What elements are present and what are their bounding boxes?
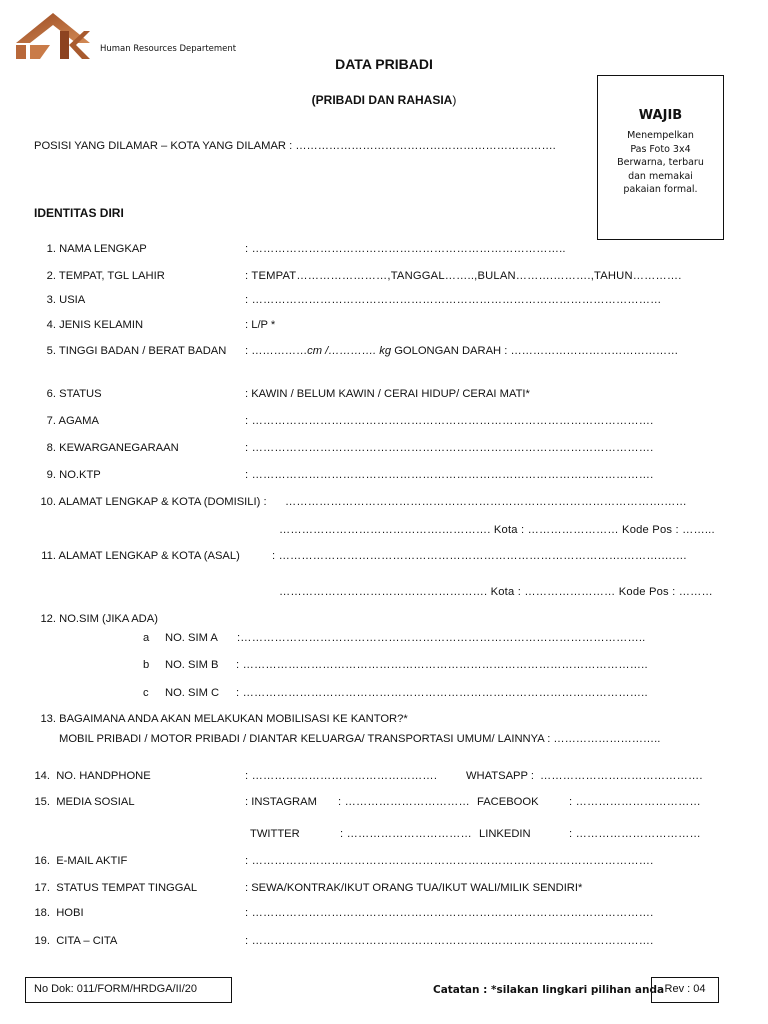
document-number: No Dok: 011/FORM/HRDGA/II/20 xyxy=(25,977,232,1003)
field-label: AGAMA xyxy=(58,415,99,427)
field-value-alamat-domisili-kota[interactable]: …………………………………….…………. Kota : …………………… Kode Pos : ……... xyxy=(279,524,715,536)
company-logo xyxy=(16,13,90,59)
field-row-tempat-tinggal xyxy=(34,882,197,894)
field-row-nama xyxy=(34,243,147,255)
field-value-facebook[interactable]: : …………………………… xyxy=(569,796,701,808)
field-value-tempat-tinggal[interactable]: : SEWA/KONTRAK/IKUT ORANG TUA/IKUT WALI/MILIK SENDIRI* xyxy=(245,882,583,894)
field-value-sim-b[interactable]: : …………………………………………………………………………………………….. xyxy=(236,659,648,671)
field-label: HOBI xyxy=(56,907,84,919)
footer-note: Catatan : *silakan lingkari pilihan anda xyxy=(433,984,665,996)
sim-c-label: NO. SIM C xyxy=(165,687,220,699)
field-value-alamat-domisili[interactable]: ……………………………………………………………………………………….…… xyxy=(285,496,687,508)
photo-box-heading: WAJIB xyxy=(638,108,683,123)
sim-a-label: NO. SIM A xyxy=(165,632,218,644)
field-value-mobilisasi[interactable]: MOBIL PRIBADI / MOTOR PRIBADI / DIANTAR KELUARGA/ TRANSPORTASI UMUM/ LAINNYA : ……………………….. xyxy=(59,733,661,745)
field-row-status xyxy=(34,388,102,400)
field-number: 1. xyxy=(46,243,56,255)
sim-b-label: NO. SIM B xyxy=(165,659,219,671)
field-number: 4. xyxy=(46,319,56,331)
field-row-alamat-asal xyxy=(34,550,240,562)
facebook-label: FACEBOOK xyxy=(477,796,539,808)
department-name: Human Resources Departement xyxy=(100,44,237,54)
field-row-cita-cita xyxy=(34,935,117,947)
field-number: 17. xyxy=(34,882,50,894)
field-value-tinggi-berat[interactable] xyxy=(245,345,678,357)
field-row-hobi xyxy=(34,907,84,919)
field-label: NAMA LENGKAP xyxy=(59,243,147,255)
field-value-instagram[interactable]: : …………………………… xyxy=(338,796,470,808)
field-label: ALAMAT LENGKAP & KOTA (DOMISILI) : xyxy=(58,496,267,508)
field-row-tinggi-berat xyxy=(34,345,226,357)
field-label: TINGGI BADAN / BERAT BADAN xyxy=(58,345,227,357)
field-row-alamat-domisili xyxy=(34,496,267,508)
linkedin-label: LINKEDIN xyxy=(479,828,531,840)
field-number: 13. xyxy=(40,713,56,725)
field-number: 3. xyxy=(46,294,56,306)
field-value-twitter[interactable]: : …………………………… xyxy=(340,828,472,840)
whatsapp-label: WHATSAPP : xyxy=(466,770,534,782)
field-number: 6. xyxy=(46,388,56,400)
field-label: NO.KTP xyxy=(59,469,101,481)
field-label: BAGAIMANA ANDA AKAN MELAKUKAN MOBILISASI KE KANTOR?* xyxy=(59,713,408,725)
field-row-ktp xyxy=(34,469,101,481)
photo-box-line: pakaian formal. xyxy=(623,184,698,195)
photo-box-line: Pas Foto 3x4 xyxy=(630,143,691,155)
field-value-hobi[interactable]: : ……………………………………………………………………………………………. xyxy=(245,907,654,919)
field-number: 9. xyxy=(46,469,56,481)
field-label: STATUS xyxy=(59,388,102,400)
field-value-nama[interactable]: : ……………………………………………………………………….. xyxy=(245,243,566,255)
field-number: 14. xyxy=(34,770,50,782)
subtitle-text: (PRIBADI DAN RAHASIA xyxy=(311,93,453,107)
field-number: 7. xyxy=(46,415,56,427)
kg-unit: kg xyxy=(376,345,392,357)
field-label: TEMPAT, TGL LAHIR xyxy=(58,270,165,282)
field-row-agama xyxy=(34,415,99,427)
field-value-ttl[interactable]: : TEMPAT……………………,TANGGAL……..,BULAN……….……….,TAHUN…………. xyxy=(245,270,682,282)
instagram-label: : INSTAGRAM xyxy=(245,796,317,808)
photo-box-line: Menempelkan xyxy=(627,130,694,141)
field-value-linkedin[interactable]: : …………………………… xyxy=(569,828,701,840)
section-title: IDENTITAS DIRI xyxy=(34,206,124,220)
field-row-email xyxy=(34,855,127,867)
field-label: USIA xyxy=(59,294,86,306)
posisi-field[interactable]: POSISI YANG DILAMAR – KOTA YANG DILAMAR : ……………………………………………………………. xyxy=(34,140,556,152)
field-number: 8. xyxy=(46,442,56,454)
field-label: KEWARGANEGARAAN xyxy=(59,442,179,454)
field-value-alamat-asal[interactable]: : ……………………………………………………………………………….……….….… xyxy=(272,550,688,562)
golongan-darah: GOLONGAN DARAH : ……………………………………… xyxy=(391,345,679,357)
sim-c-letter: c xyxy=(143,687,149,699)
photo-box-line: Berwarna, terbaru xyxy=(617,157,704,168)
field-number: 16. xyxy=(34,855,50,867)
field-number: 10. xyxy=(40,496,56,508)
field-value-status[interactable]: : KAWIN / BELUM KAWIN / CERAI HIDUP/ CERAI MATI* xyxy=(245,388,530,400)
sim-a-letter: a xyxy=(143,632,150,644)
field-value-alamat-asal-kota[interactable]: ………………………………………………. Kota : …………………… Kode Pos : ……… xyxy=(279,586,713,598)
field-value-handphone[interactable]: : …………………………………………. xyxy=(245,770,438,782)
subtitle-close: ) xyxy=(452,93,457,107)
field-value-sim-a[interactable]: :…………………………………………………………………………………………….. xyxy=(237,632,646,644)
field-number: 12. xyxy=(40,613,56,625)
field-value-cita-cita[interactable]: : ……………………………………………………………………………………………. xyxy=(245,935,654,947)
field-value-sim-c[interactable]: : …………………………………………………………………………………………….. xyxy=(236,687,648,699)
twitter-label: TWITTER xyxy=(250,828,300,840)
field-row-usia xyxy=(34,294,85,306)
document-title: DATA PRIBADI xyxy=(335,56,433,72)
field-row-handphone xyxy=(34,770,151,782)
photo-box[interactable] xyxy=(597,75,724,240)
field-label: ALAMAT LENGKAP & KOTA (ASAL) xyxy=(58,550,240,562)
sim-b-letter: b xyxy=(143,659,150,671)
revision-number: Rev : 04 xyxy=(651,977,719,1003)
field-value-whatsapp[interactable]: ……………………………………. xyxy=(540,770,703,782)
field-label: NO. HANDPHONE xyxy=(56,770,151,782)
tinggi-value: : …………… xyxy=(245,345,308,357)
field-label: JENIS KELAMIN xyxy=(59,319,144,331)
field-value-ktp[interactable]: : ……………………………………………………………………………………………. xyxy=(245,469,654,481)
field-label: STATUS TEMPAT TINGGAL xyxy=(56,882,198,894)
field-label: NO.SIM (JIKA ADA) xyxy=(59,613,158,625)
photo-box-line: dan memakai xyxy=(628,170,693,182)
field-number: 11. xyxy=(41,550,56,562)
field-number: 18. xyxy=(34,907,50,919)
field-label: E-MAIL AKTIF xyxy=(56,855,128,867)
field-number: 15. xyxy=(34,796,50,808)
field-number: 19. xyxy=(34,935,50,947)
field-row-mobilisasi xyxy=(34,713,408,725)
field-value-usia[interactable]: : ……………………………………………………………………………………………… xyxy=(245,294,662,306)
field-number: 2. xyxy=(46,270,56,282)
field-value-email[interactable]: : ……………………………………………………………………………………………. xyxy=(245,855,654,867)
field-value-agama[interactable]: : ……………………………………………………………………………………………. xyxy=(245,415,654,427)
field-label: CITA – CITA xyxy=(56,935,118,947)
field-row-media-sosial xyxy=(34,796,135,808)
field-number: 5. xyxy=(46,345,56,357)
cm-unit: cm /…………. xyxy=(307,345,377,357)
field-value-jenis-kelamin[interactable]: : L/P * xyxy=(245,319,276,331)
field-value-kewarganegaraan[interactable]: : ……………………………………………………………………………………………. xyxy=(245,442,654,454)
field-row-ttl xyxy=(34,270,165,282)
field-row-jenis-kelamin xyxy=(34,319,143,331)
field-row-kewarganegaraan xyxy=(34,442,179,454)
field-label: MEDIA SOSIAL xyxy=(56,796,135,808)
field-row-sim xyxy=(34,613,158,625)
